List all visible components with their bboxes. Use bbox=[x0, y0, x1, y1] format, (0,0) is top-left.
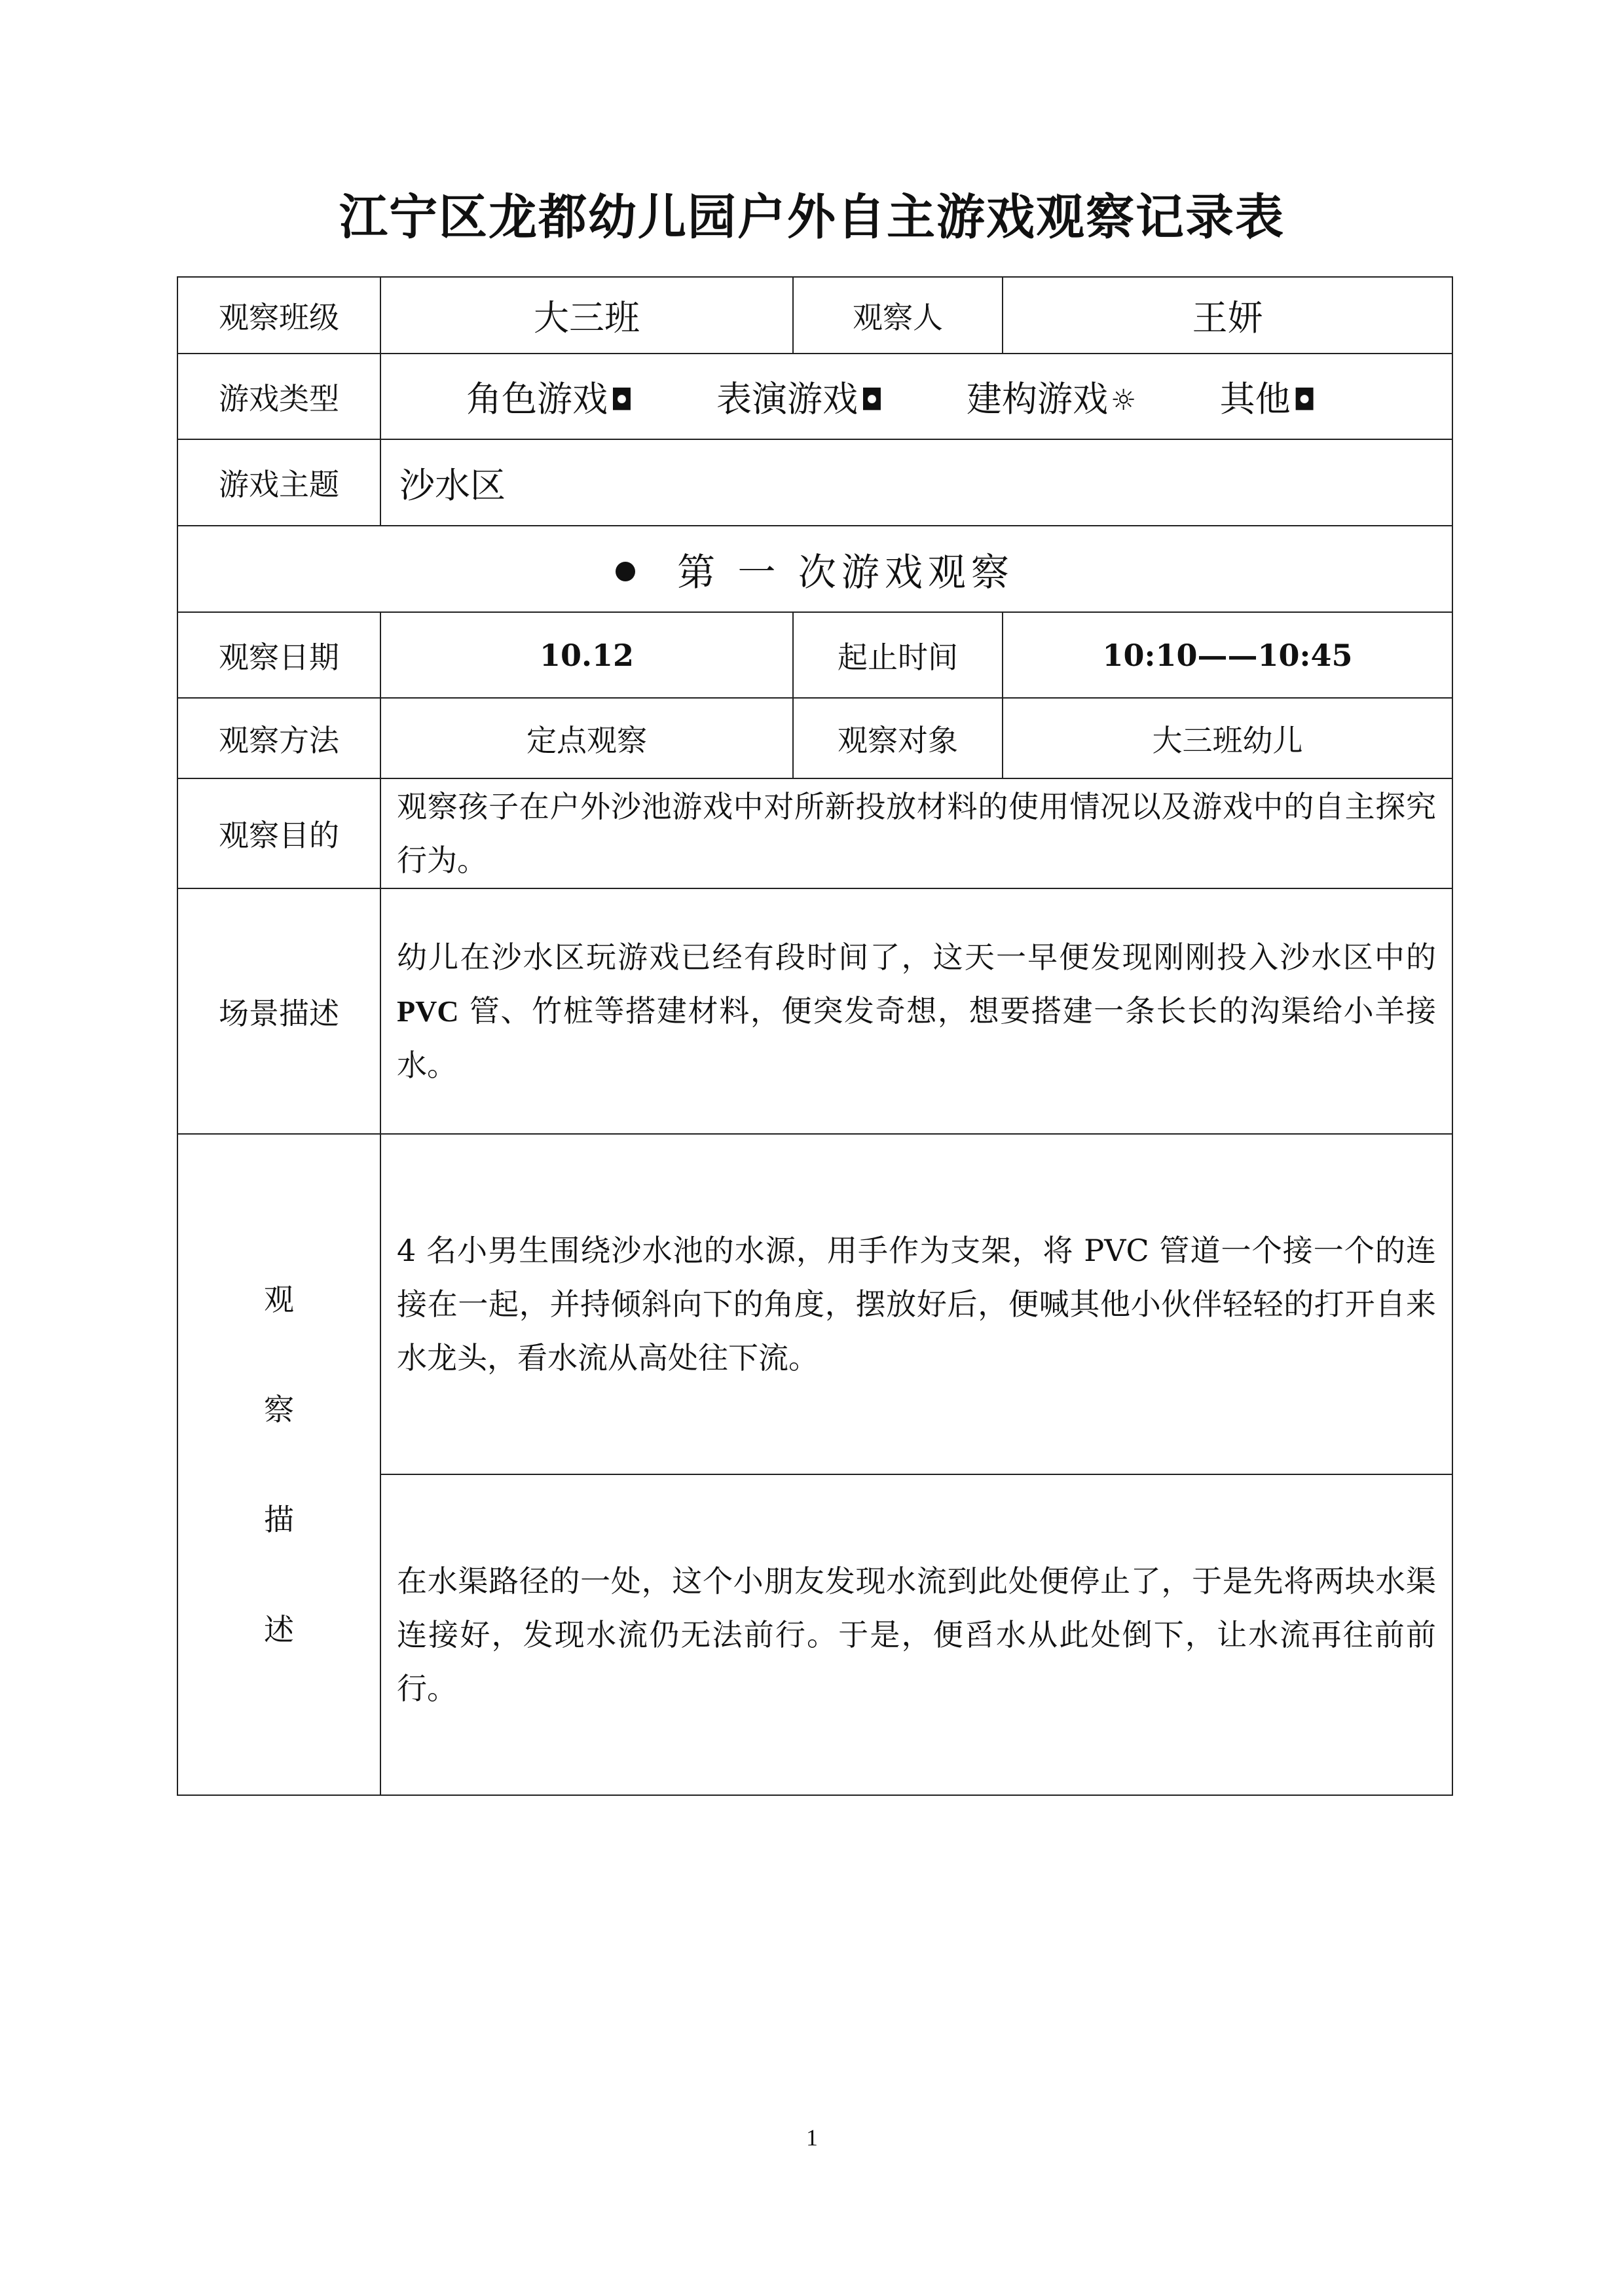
observation-paragraph: 在水渠路径的一处，这个小朋友发现水流到此处便停止了，于是先将两块水渠连接好，发现水流仍无法前行。于是，便舀水从此处倒下，让水流再往前前行。 bbox=[380, 1474, 1452, 1795]
game-type-option-other: 其他◘ bbox=[1219, 378, 1316, 420]
row-theme bbox=[177, 439, 1452, 526]
game-type-option-construction: 建构游戏☼ bbox=[966, 378, 1137, 420]
row-date bbox=[177, 612, 1452, 698]
observation-form-table bbox=[177, 276, 1453, 1796]
scene-label: 场景描述 bbox=[177, 888, 380, 1134]
observation-paragraph: 4 名小男生围绕沙水池的水源，用手作为支架，将 PVC 管道一个接一个的连接在一起，并持倾斜向下的角度，摆放好后，便喊其他小伙伴轻轻的打开自来水龙头，看水流从高处往下流。 bbox=[380, 1134, 1452, 1474]
selected-mark-icon: ◘ bbox=[1293, 384, 1316, 417]
observer-label: 观察人 bbox=[793, 277, 1003, 354]
row-game-type bbox=[177, 354, 1452, 439]
time-value: 10:10——10:45 bbox=[1003, 612, 1452, 698]
row-class bbox=[177, 277, 1452, 354]
purpose-value: 观察孩子在户外沙池游戏中对所新投放材料的使用情况以及游戏中的自主探究行为。 bbox=[380, 778, 1452, 888]
date-label: 观察日期 bbox=[177, 612, 380, 698]
observer-value: 王妍 bbox=[1003, 277, 1452, 354]
target-value: 大三班幼儿 bbox=[1003, 698, 1452, 778]
page-number: 1 bbox=[806, 2124, 818, 2151]
game-type-options bbox=[380, 354, 1452, 439]
class-label: 观察班级 bbox=[177, 277, 380, 354]
row-section-title bbox=[177, 526, 1452, 612]
section-title: 第 一 次游戏观察 bbox=[177, 526, 1452, 612]
row-method bbox=[177, 698, 1452, 778]
form-title: 江宁区龙都幼儿园户外自主游戏观察记录表 bbox=[339, 189, 1285, 246]
method-label: 观察方法 bbox=[177, 698, 380, 778]
game-type-option-role: 角色游戏◘ bbox=[466, 378, 633, 420]
row-scene bbox=[177, 888, 1452, 1134]
theme-label: 游戏主题 bbox=[177, 439, 380, 526]
selected-mark-icon: ◘ bbox=[860, 384, 883, 417]
target-label: 观察对象 bbox=[793, 698, 1003, 778]
class-value: 大三班 bbox=[380, 277, 793, 354]
row-purpose bbox=[177, 778, 1452, 888]
game-type-option-performance: 表演游戏◘ bbox=[716, 378, 883, 420]
theme-value: 沙水区 bbox=[380, 439, 1452, 526]
observation-label: 观 察 描 述 bbox=[177, 1134, 380, 1795]
game-type-label: 游戏类型 bbox=[177, 354, 380, 439]
scene-value: 幼儿在沙水区玩游戏已经有段时间了，这天一早便发现刚刚投入沙水区中的 PVC 管、竹桩等搭建材料，便突发奇想，想要搭建一条长长的沟渠给小羊接水。 bbox=[380, 888, 1452, 1134]
purpose-label: 观察目的 bbox=[177, 778, 380, 888]
time-label: 起止时间 bbox=[793, 612, 1003, 698]
sun-mark-icon: ☼ bbox=[1110, 384, 1137, 417]
selected-mark-icon: ◘ bbox=[610, 384, 633, 417]
method-value: 定点观察 bbox=[380, 698, 793, 778]
bullet-icon bbox=[616, 562, 635, 581]
date-value: 10.12 bbox=[380, 612, 793, 698]
row-observation-1 bbox=[177, 1134, 1452, 1474]
